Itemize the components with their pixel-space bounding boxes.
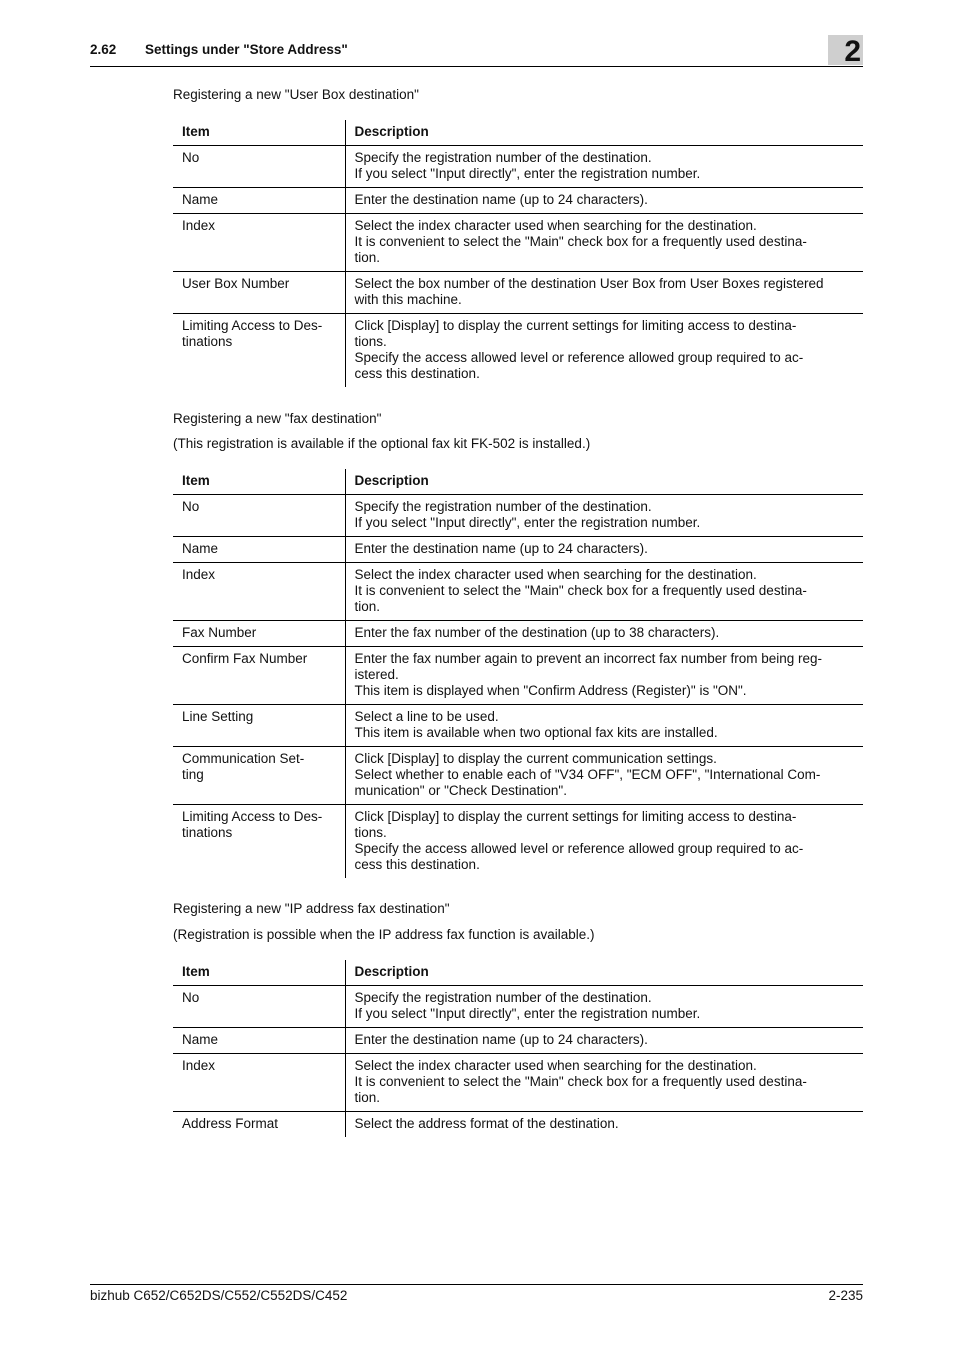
description-text: If you select "Input directly", enter the registration number. (354, 515, 701, 530)
description-text: Specify the access allowed level or reference allowed group required to ac- (354, 350, 804, 365)
description-text: Enter the fax number again to prevent an incorrect fax number from being reg- (354, 651, 822, 666)
description-cell (345, 705, 863, 747)
description-text: Click [Display] to display the current settings for limiting access to destina- (354, 318, 797, 333)
description-cell (345, 146, 863, 188)
item-text: ting (182, 767, 204, 782)
description-text: Select the box number of the destination User Box from User Boxes registered (354, 276, 824, 291)
item-cell (173, 647, 345, 705)
description-cell (345, 1112, 863, 1138)
item-text: Limiting Access to Des- (182, 318, 323, 333)
description-cell (345, 495, 863, 537)
item-text: Confirm Fax Number (182, 651, 308, 666)
description-text: Enter the destination name (up to 24 characters). (354, 541, 648, 556)
description-cell (345, 563, 863, 621)
table-ip-address-fax-destination (173, 960, 863, 1137)
description-cell (345, 647, 863, 705)
description-text: tions. (354, 825, 387, 840)
table-row (173, 1112, 863, 1138)
description-text: tion. (354, 250, 381, 265)
description-text: This item is displayed when "Confirm Address (Register)" is "ON". (354, 683, 747, 698)
item-cell (173, 1028, 345, 1054)
item-text: No (182, 150, 200, 165)
description-text: Enter the destination name (up to 24 characters). (354, 192, 648, 207)
item-text: Limiting Access to Des- (182, 809, 323, 824)
item-cell (173, 188, 345, 214)
description-text: Select the index character used when searching for the destination. (354, 218, 757, 233)
product-model: bizhub C652/C652DS/C552/C552DS/C452 (90, 1288, 348, 1303)
table-row (173, 214, 863, 272)
table-row (173, 647, 863, 705)
description-text: tions. (354, 334, 387, 349)
description-text: If you select "Input directly", enter the registration number. (354, 166, 701, 181)
table-row (173, 1028, 863, 1054)
description-text: It is convenient to select the "Main" check box for a frequently used destina- (354, 234, 807, 249)
table-user-box-destination (173, 120, 863, 387)
description-text: Enter the destination name (up to 24 characters). (354, 1032, 648, 1047)
item-text: Address Format (182, 1116, 279, 1131)
page-number: 2-235 (828, 1288, 863, 1303)
description-text: tion. (354, 1090, 381, 1105)
item-cell (173, 214, 345, 272)
item-cell (173, 705, 345, 747)
section-note-fax: (This registration is available if the optional fax kit FK-502 is installed.) (173, 436, 591, 451)
column-header-description: Description (345, 960, 863, 986)
table-row (173, 272, 863, 314)
section-note-ip-fax: (Registration is possible when the IP address fax function is available.) (173, 927, 595, 942)
description-cell (345, 214, 863, 272)
item-cell (173, 314, 345, 388)
description-text: Enter the fax number of the destination (up to 38 characters). (354, 625, 720, 640)
item-cell (173, 537, 345, 563)
description-cell (345, 747, 863, 805)
item-text: Index (182, 567, 216, 582)
table-row (173, 805, 863, 879)
description-cell (345, 1028, 863, 1054)
description-cell (345, 272, 863, 314)
description-text: If you select "Input directly", enter the registration number. (354, 1006, 701, 1021)
description-cell (345, 986, 863, 1028)
description-text: istered. (354, 667, 399, 682)
section-number: 2.62 (90, 42, 117, 57)
section-heading-ip-fax: Registering a new "IP address fax destination" (173, 901, 450, 916)
description-cell (345, 188, 863, 214)
table-row (173, 563, 863, 621)
page-header (90, 35, 863, 68)
table-row (173, 146, 863, 188)
item-cell (173, 1112, 345, 1138)
description-text: cess this destination. (354, 857, 480, 872)
description-text: munication" or "Check Destination". (354, 783, 567, 798)
description-text: It is convenient to select the "Main" check box for a frequently used destina- (354, 583, 807, 598)
table-row (173, 986, 863, 1028)
item-cell (173, 747, 345, 805)
description-text: Click [Display] to display the current communication settings. (354, 751, 717, 766)
section-heading-fax: Registering a new "fax destination" (173, 411, 382, 426)
item-text: Name (182, 541, 219, 556)
description-text: Select whether to enable each of "V34 OFF", "ECM OFF", "International Com- (354, 767, 821, 782)
item-cell (173, 1054, 345, 1112)
column-header-item: Item (173, 120, 345, 146)
column-header-description: Description (345, 469, 863, 495)
description-text: Select the address format of the destination. (354, 1116, 619, 1131)
item-text: tinations (182, 825, 233, 840)
item-text: tinations (182, 334, 233, 349)
table-row (173, 1054, 863, 1112)
item-cell (173, 621, 345, 647)
description-cell (345, 1054, 863, 1112)
table-row (173, 621, 863, 647)
table-row (173, 188, 863, 214)
item-text: User Box Number (182, 276, 290, 291)
item-cell (173, 805, 345, 879)
item-text: Communication Set- (182, 751, 305, 766)
description-text: Specify the registration number of the destination. (354, 499, 652, 514)
table-fax-destination (173, 469, 863, 878)
description-text: This item is available when two optional fax kits are installed. (354, 725, 718, 740)
item-cell (173, 986, 345, 1028)
item-cell (173, 272, 345, 314)
description-text: tion. (354, 599, 381, 614)
description-cell (345, 314, 863, 388)
item-text: Index (182, 1058, 216, 1073)
column-header-item: Item (173, 469, 345, 495)
section-heading-user-box: Registering a new "User Box destination" (173, 87, 419, 102)
description-text: Specify the access allowed level or reference allowed group required to ac- (354, 841, 804, 856)
table-row (173, 314, 863, 388)
description-text: Select a line to be used. (354, 709, 499, 724)
table-row (173, 705, 863, 747)
item-cell (173, 495, 345, 537)
description-text: cess this destination. (354, 366, 480, 381)
item-text: Name (182, 1032, 219, 1047)
item-text: Name (182, 192, 219, 207)
table-row (173, 747, 863, 805)
item-text: Fax Number (182, 625, 257, 640)
description-text: Specify the registration number of the destination. (354, 990, 652, 1005)
table-row (173, 537, 863, 563)
table-row (173, 495, 863, 537)
description-text: It is convenient to select the "Main" check box for a frequently used destina- (354, 1074, 807, 1089)
section-title: Settings under "Store Address" (145, 42, 348, 57)
description-text: with this machine. (354, 292, 462, 307)
item-text: Line Setting (182, 709, 254, 724)
item-text: No (182, 990, 200, 1005)
description-cell (345, 537, 863, 563)
description-text: Specify the registration number of the destination. (354, 150, 652, 165)
item-text: Index (182, 218, 216, 233)
column-header-item: Item (173, 960, 345, 986)
item-cell (173, 146, 345, 188)
description-text: Select the index character used when searching for the destination. (354, 1058, 757, 1073)
item-text: No (182, 499, 200, 514)
page-footer (90, 1284, 863, 1303)
item-cell (173, 563, 345, 621)
description-text: Click [Display] to display the current settings for limiting access to destina- (354, 809, 797, 824)
chapter-badge: 2 (828, 35, 863, 65)
description-cell (345, 805, 863, 879)
description-cell (345, 621, 863, 647)
column-header-description: Description (345, 120, 863, 146)
description-text: Select the index character used when searching for the destination. (354, 567, 757, 582)
